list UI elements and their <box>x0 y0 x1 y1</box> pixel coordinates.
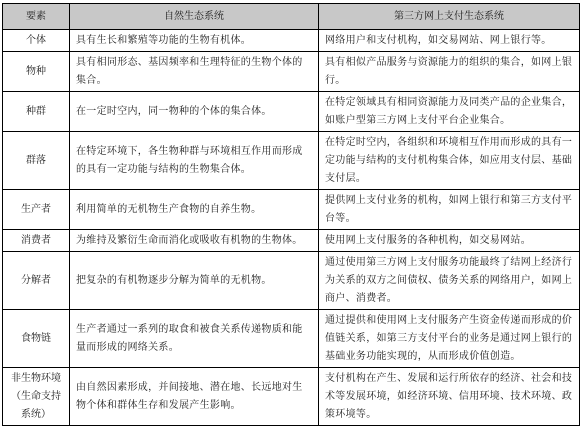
row-term: 种群 <box>3 92 70 132</box>
payment-description: 在特定时空内，各组织和环境相互作用而形成的具有一定功能与结构的支付机构集合体，如应用支付层、基础支付层。 <box>319 132 580 190</box>
natural-description: 由自然因素形成，并间接地、潜在地、长远地对生物个体和群体生存和发展产生影响。 <box>70 368 319 426</box>
natural-description: 把复杂的有机物逐步分解为简单的无机物。 <box>70 252 319 310</box>
table-row <box>3 310 580 368</box>
row-term: 分解者 <box>3 252 70 310</box>
natural-description: 具有生长和繁殖等功能的生物有机体。 <box>70 30 319 52</box>
table-row <box>3 190 580 230</box>
header-payment-ecosystem: 第三方网上支付生态系统 <box>319 4 580 30</box>
table-header-row <box>3 4 580 30</box>
row-term: 生产者 <box>3 190 70 230</box>
payment-description: 通过使用第三方网上支付服务功能最终了结网上经济行为关系的双方之间债权、债务关系的网络用户，如网上商户、消费者。 <box>319 252 580 310</box>
payment-description: 具有相似产品服务与资源能力的组织的集合，如网上银行。 <box>319 52 580 92</box>
table-row <box>3 30 580 52</box>
payment-description: 使用网上支付服务的各种机构，如交易网站。 <box>319 230 580 252</box>
comparison-table <box>2 3 580 426</box>
payment-description: 支付机构在产生、发展和运行所依存的经济、社会和技术等发展环境，如经济环境、信用环境、技术环境、政策环境等。 <box>319 368 580 426</box>
table-row <box>3 132 580 190</box>
table-row <box>3 92 580 132</box>
table-row <box>3 368 580 426</box>
natural-description: 为维持及繁衍生命而消化或吸收有机物的生物体。 <box>70 230 319 252</box>
natural-description: 生产者通过一系列的取食和被食关系传递物质和能量而形成的网络关系。 <box>70 310 319 368</box>
row-term: 非生物环境（生命支持系统） <box>3 368 70 426</box>
natural-description: 利用简单的无机物生产食物的自养生物。 <box>70 190 319 230</box>
row-term: 物种 <box>3 52 70 92</box>
payment-description: 提供网上支付业务的机构，如网上银行和第三方支付平台等。 <box>319 190 580 230</box>
payment-description: 在特定领域具有相同资源能力及同类产品的企业集合，如账户型第三方网上支付平台企业集合。 <box>319 92 580 132</box>
table-row <box>3 52 580 92</box>
natural-description: 在一定时空内，同一物种的个体的集合体。 <box>70 92 319 132</box>
header-element: 要素 <box>3 4 70 30</box>
payment-description: 网络用户和支付机构，如交易网站、网上银行等。 <box>319 30 580 52</box>
row-term: 个体 <box>3 30 70 52</box>
natural-description: 在特定环境下，各生物种群与环境相互作用而形成的具有一定功能与结构的生物集合体。 <box>70 132 319 190</box>
row-term: 食物链 <box>3 310 70 368</box>
payment-description: 通过提供和使用网上支付服务产生资金传递而形成的价值链关系，如第三方支付平台的业务是通过网上银行的基础业务功能实现的，从而形成价值创造。 <box>319 310 580 368</box>
table-row <box>3 252 580 310</box>
row-term: 群落 <box>3 132 70 190</box>
table-row <box>3 230 580 252</box>
natural-description: 具有相同形态、基因频率和生理特征的生物个体的集合。 <box>70 52 319 92</box>
row-term: 消费者 <box>3 230 70 252</box>
header-natural-ecosystem: 自然生态系统 <box>70 4 319 30</box>
